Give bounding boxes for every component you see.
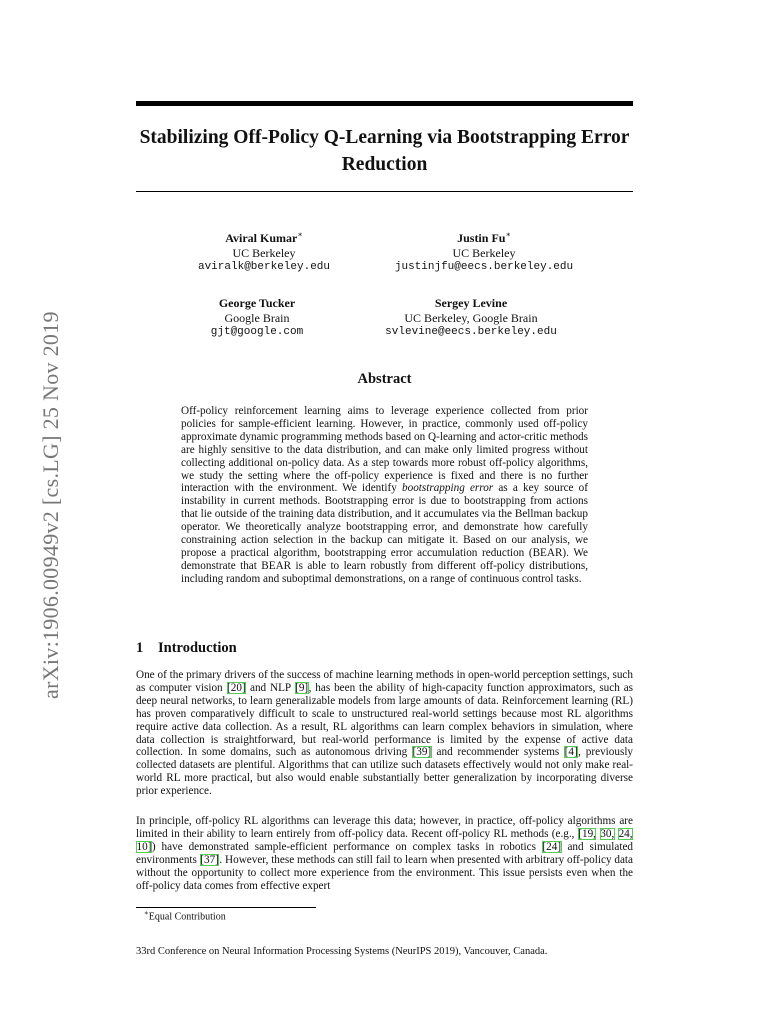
- abstract-heading: Abstract: [357, 371, 412, 387]
- intro-paragraph-1: [136, 669, 633, 798]
- author-affiliation: UC Berkeley: [232, 245, 296, 260]
- paragraph-text: . However, these methods can still fail to learn when presented with arbitrary off-policy data without the opportunity to collect more experience from the environment. This issue persists even when the off-policy data comes from effective expert: [136, 853, 634, 892]
- author-block-3: [142, 293, 372, 340]
- section-number: 1: [136, 640, 144, 656]
- citation-link[interactable]: 30,: [600, 827, 615, 840]
- footnote-text: Equal Contribution: [148, 911, 226, 923]
- author-affiliation: UC Berkeley: [452, 245, 516, 260]
- author-mark: ∗: [297, 230, 303, 239]
- paragraph-text: In principle, off-policy RL algorithms can leverage this data; however, in practice, off-policy algorithms are limited in their ability to learn entirely from off-policy data. Recent off-policy RL methods (e.g.,: [136, 815, 633, 840]
- author-block-4: [356, 293, 586, 340]
- paragraph-text: and NLP: [250, 681, 291, 694]
- citation-link[interactable]: 24,: [618, 827, 633, 840]
- citation-link[interactable]: [4]: [564, 746, 578, 759]
- abstract-text: as a key source of instability in current methods. Bootstrapping error is due to bootstrapping from actions that lie outside of the training data distribution, and it accumulates via the Bellman backup operator. We theoretically analyze bootstrapping error, and demonstrate how carefully constraining action selection in the backup can mitigate it. Based on our analysis, we propose a practical algorithm, bootstrapping error accumulation reduction (BEAR). We demonstrate that BEAR is able to learn robustly from different off-policy distributions, including random and suboptimal demonstrations, on a range of continuous control tasks.: [181, 482, 588, 585]
- title-bottom-rule: [136, 191, 633, 192]
- paragraph-text: One of the primary drivers of the success of machine learning methods in open-world perception settings, such as computer vision: [136, 669, 633, 694]
- paragraph-text: ) have demonstrated sample-efficient performance on complex tasks in robotics: [151, 840, 536, 853]
- title-top-rule: [136, 101, 633, 106]
- author-name: Sergey Levine: [434, 296, 508, 310]
- author-email: svlevine@eecs.berkeley.edu: [385, 326, 557, 338]
- footnote: [144, 909, 226, 922]
- arxiv-identifier: arXiv:1906.00949v2 [cs.LG] 25 Nov 2019: [38, 311, 63, 699]
- section-heading: [136, 640, 237, 657]
- author-email: justinjfu@eecs.berkeley.edu: [394, 261, 574, 273]
- author-block-2: [369, 228, 599, 275]
- intro-paragraph-2: [136, 815, 633, 892]
- abstract-emphasis: bootstrapping error: [402, 482, 494, 495]
- venue-line: 33rd Conference on Neural Information Processing Systems (NeurIPS 2019), Vancouver, Canada.: [136, 946, 548, 957]
- author-affiliation: Google Brain: [224, 310, 290, 325]
- author-name: George Tucker: [218, 296, 296, 310]
- paragraph-text: and recommender systems: [436, 746, 560, 759]
- citation-link[interactable]: [20]: [227, 681, 246, 694]
- author-mark: ∗: [505, 230, 511, 239]
- paragraph-text: and simulated environments: [136, 840, 634, 866]
- paper-title: Stabilizing Off-Policy Q-Learning via Bootstrapping Error Reduction: [139, 127, 630, 175]
- author-email: gjt@google.com: [210, 326, 304, 338]
- abstract-body: [181, 405, 588, 586]
- citation-link[interactable]: [24]: [542, 840, 562, 853]
- citation-link[interactable]: [19,: [578, 827, 596, 840]
- footnote-mark: ∗: [144, 909, 149, 917]
- author-block-1: [149, 228, 379, 275]
- author-email: aviralk@berkeley.edu: [197, 261, 331, 273]
- author-name: Justin Fu: [457, 231, 506, 245]
- citation-link[interactable]: [37]: [200, 853, 219, 866]
- paragraph-text: , has been the ability of high-capacity function approximators, such as deep neural networks, to learn generalizable models from large amounts of data. Reinforcement learning (RL) has proven comparatively difficult to scale to unstructured real-world settings because most RL algorithms require active data collection. As a result, RL algorithms can learn complex behaviors in simulation, where data collection is straightforward, but real-world performance is limited by the expense of active data collection. In some domains, such as autonomous driving: [136, 681, 634, 759]
- citation-link[interactable]: [9]: [295, 681, 309, 694]
- footnote-rule: [136, 907, 316, 908]
- section-title: Introduction: [158, 640, 237, 656]
- abstract-text: Off-policy reinforcement learning aims to leverage experience collected from prior policies for sample-efficient learning. However, in practice, commonly used off-policy approximate dynamic programming methods based on Q-learning and actor-critic methods are highly sensitive to the data distribution, and can make only limited progress without collecting additional on-policy data. As a step towards more robust off-policy algorithms, we study the setting where the off-policy experience is fixed and there is no further interaction with the environment. We identify: [181, 405, 588, 495]
- citation-link[interactable]: 10]: [136, 840, 152, 853]
- author-name: Aviral Kumar: [225, 231, 298, 245]
- citation-link[interactable]: [39]: [412, 746, 432, 759]
- paragraph-text: , previously collected datasets are plentiful. Algorithms that can utilize such datasets effectively would not only make real-world RL more practical, but also would enable substantially better generalization by incorporating diverse prior experience.: [136, 746, 634, 798]
- author-affiliation: UC Berkeley, Google Brain: [404, 310, 538, 325]
